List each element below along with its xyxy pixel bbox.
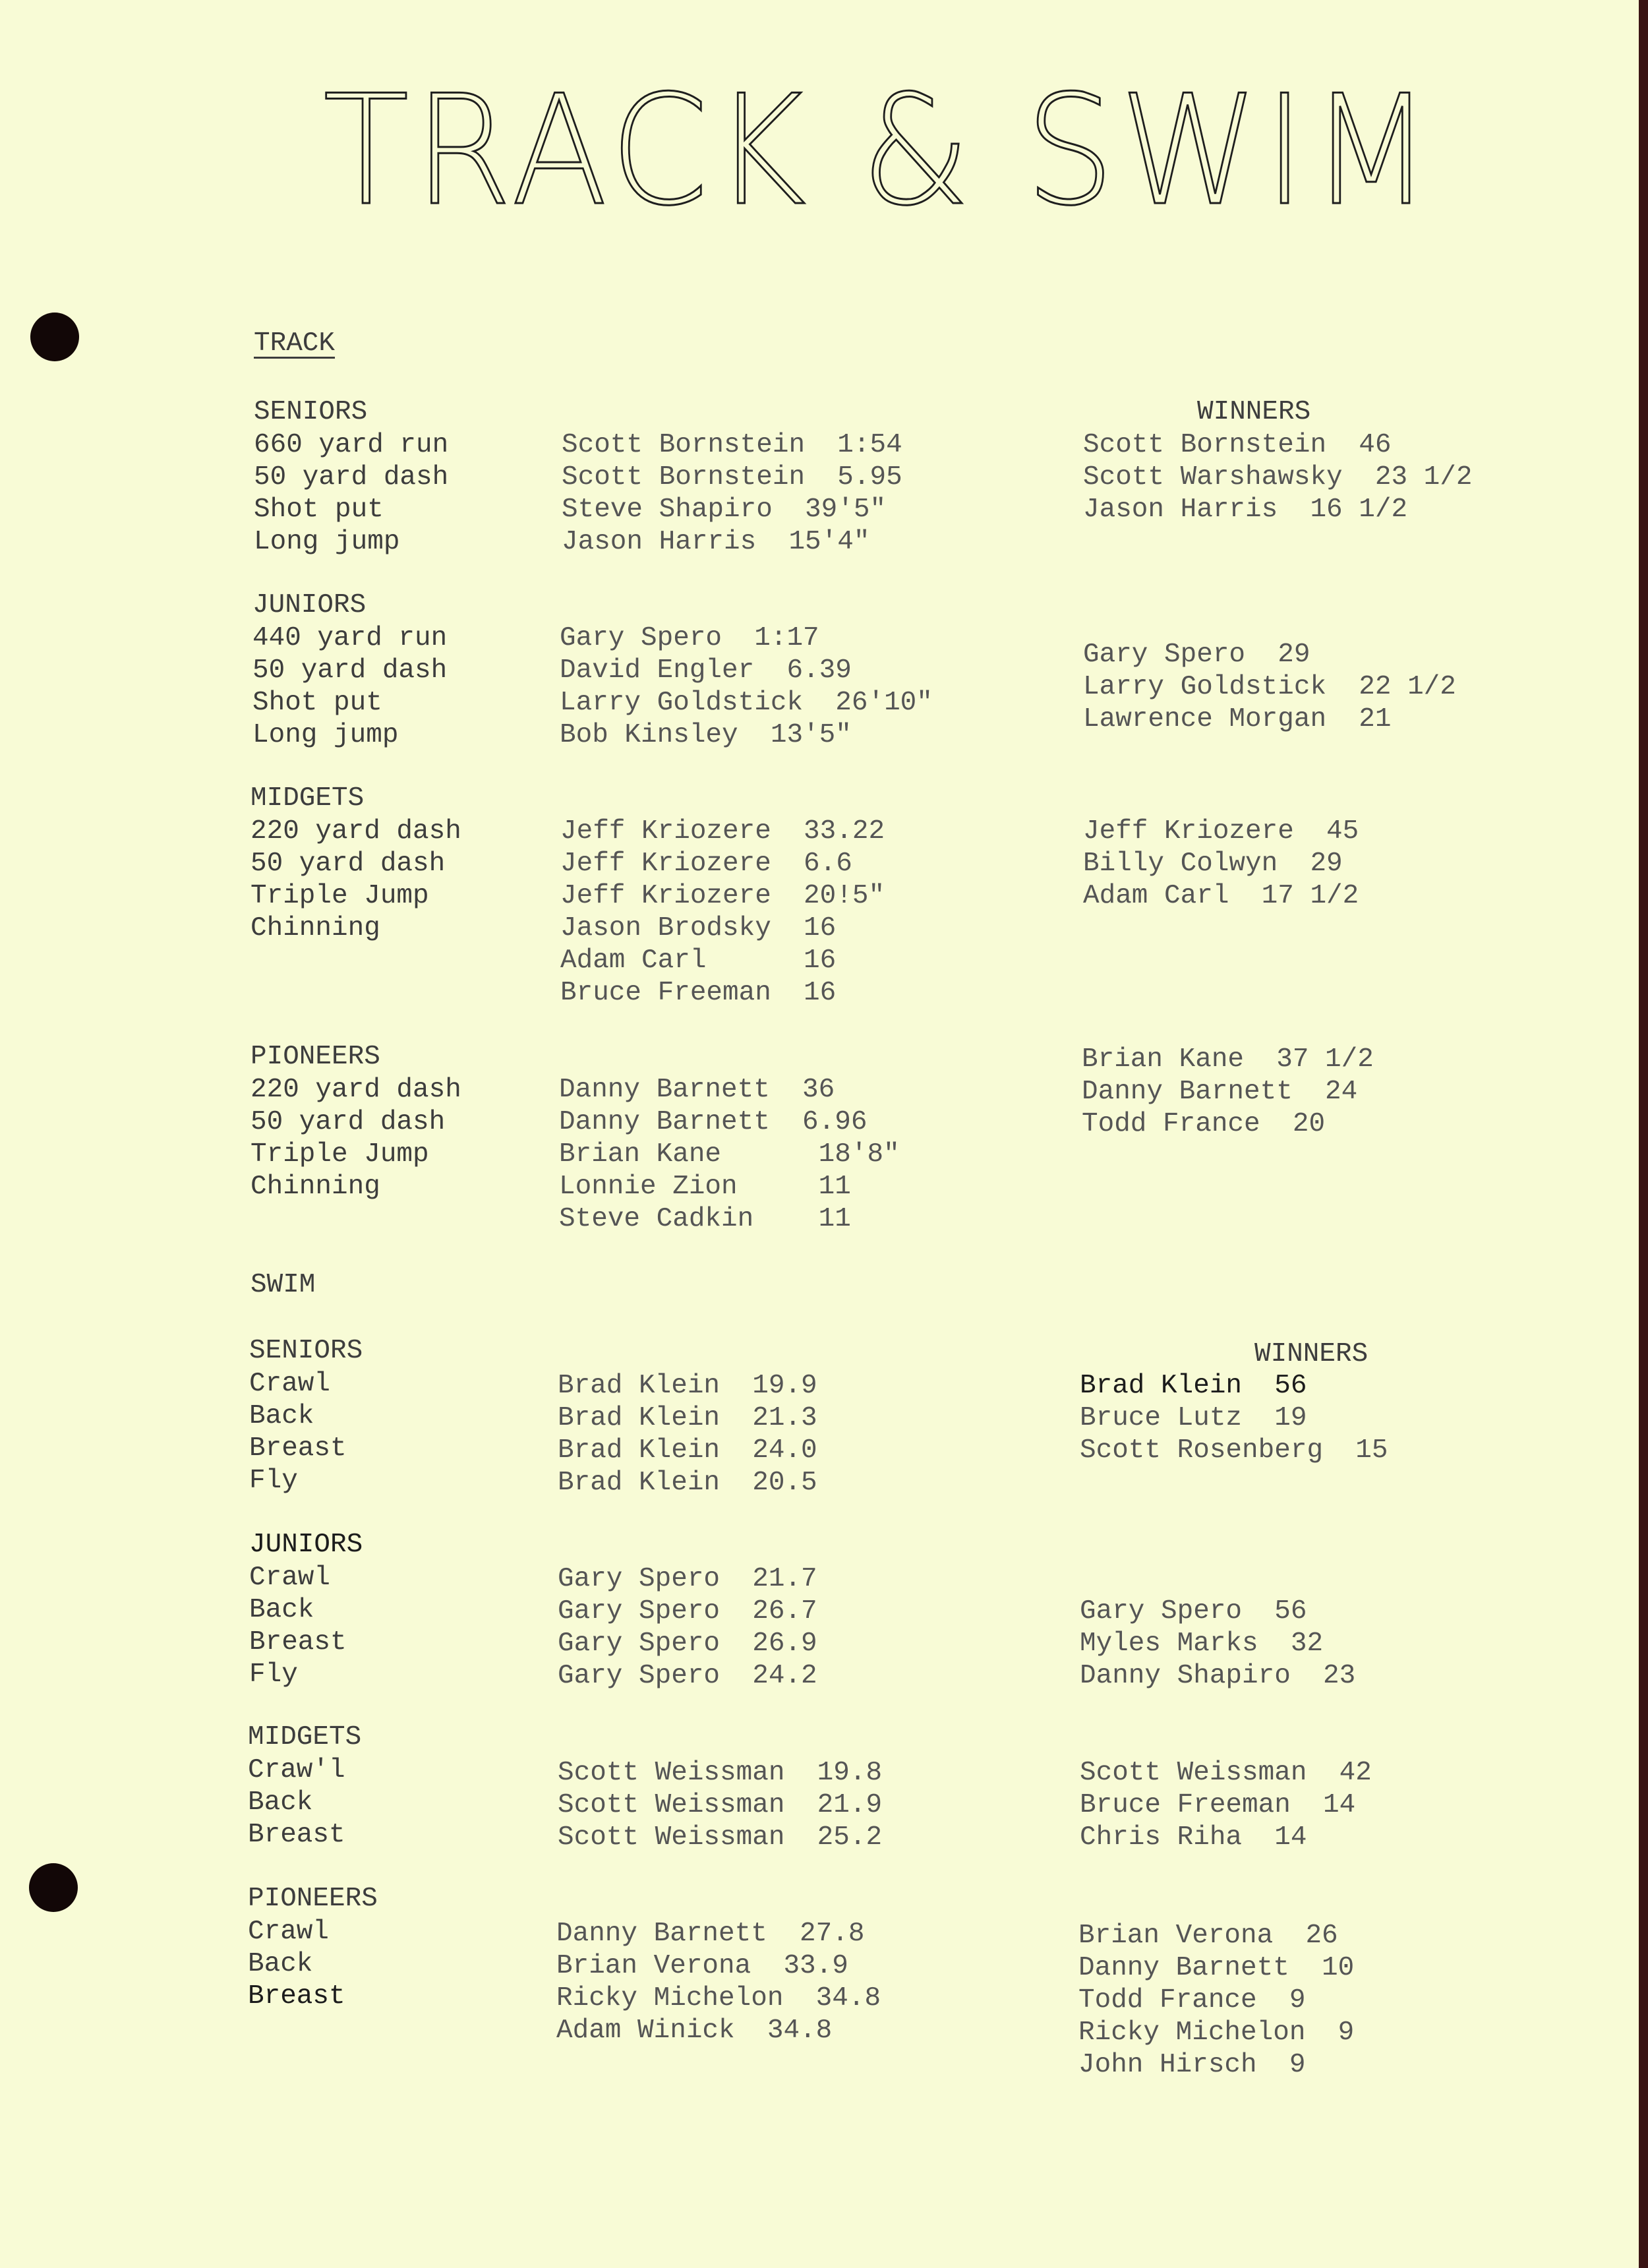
track-juniors-event: Shot put <box>252 688 382 718</box>
swim-winners-heading: WINNERS <box>1254 1339 1368 1369</box>
binder-hole-top <box>30 313 79 361</box>
swim-pioneers-winner: Brian Verona 26 <box>1078 1921 1338 1951</box>
swim-midgets-event: Craw'l <box>248 1755 345 1785</box>
swim-midgets-event: Back <box>248 1787 313 1818</box>
swim-juniors-heading: JUNIORS <box>249 1530 363 1560</box>
track-juniors-event: 50 yard dash <box>252 655 448 686</box>
track-seniors-result: Scott Bornstein 1:54 <box>562 430 902 460</box>
track-midgets-event: 50 yard dash <box>250 849 446 879</box>
track-pioneers-event: Chinning <box>250 1172 380 1202</box>
track-juniors-heading: JUNIORS <box>252 590 367 620</box>
swim-seniors-result: Brad Klein 19.9 <box>558 1371 817 1401</box>
track-midgets-winner: Jeff Kriozere 45 <box>1083 816 1359 847</box>
track-juniors-winner: Gary Spero 29 <box>1083 640 1310 670</box>
track-pioneers-winner: Danny Barnett 24 <box>1082 1077 1358 1107</box>
track-pioneers-result: Lonnie Zion 11 <box>559 1172 851 1202</box>
swim-juniors-winner: Gary Spero 56 <box>1080 1596 1307 1626</box>
track-midgets-result: Jeff Kriozere 20!5" <box>560 881 885 911</box>
track-pioneers-winner: Brian Kane 37 1/2 <box>1082 1044 1374 1075</box>
track-seniors-result: Scott Bornstein 5.95 <box>562 462 902 492</box>
swim-seniors-winner: Scott Rosenberg 15 <box>1080 1435 1388 1466</box>
swim-pioneers-heading: PIONEERS <box>248 1884 378 1914</box>
swim-pioneers-winner: John Hirsch 9 <box>1078 2050 1306 2080</box>
swim-midgets-winner: Bruce Freeman 14 <box>1080 1790 1356 1820</box>
swim-midgets-result: Scott Weissman 21.9 <box>558 1790 883 1820</box>
track-winners-heading: WINNERS <box>1197 397 1311 427</box>
swim-midgets-result: Scott Weissman 19.8 <box>558 1758 883 1788</box>
swim-pioneers-result: Ricky Michelon 34.8 <box>556 1983 881 2014</box>
swim-seniors-event: Back <box>249 1401 314 1431</box>
swim-juniors-winner: Myles Marks 32 <box>1080 1628 1324 1659</box>
swim-pioneers-event: Breast <box>248 1981 345 2012</box>
track-midgets-result: Jeff Kriozere 6.6 <box>560 849 852 879</box>
swim-midgets-winner: Chris Riha 14 <box>1080 1822 1307 1853</box>
swim-juniors-result: Gary Spero 26.7 <box>558 1596 817 1626</box>
swim-midgets-winner: Scott Weissman 42 <box>1080 1758 1372 1788</box>
track-midgets-result: Jason Brodsky 16 <box>560 913 837 943</box>
swim-pioneers-winner: Todd France 9 <box>1078 1985 1306 2015</box>
swim-midgets-result: Scott Weissman 25.2 <box>558 1822 883 1853</box>
track-seniors-winner: Scott Bornstein 46 <box>1083 430 1392 460</box>
track-seniors-event: Shot put <box>254 494 384 525</box>
track-midgets-result: Adam Carl 16 <box>560 945 837 976</box>
track-seniors-result: Steve Shapiro 39'5" <box>562 494 887 525</box>
swim-juniors-result: Gary Spero 26.9 <box>558 1628 817 1659</box>
track-pioneers-event: 50 yard dash <box>250 1107 446 1137</box>
track-seniors-heading: SENIORS <box>254 397 368 427</box>
swim-juniors-result: Gary Spero 24.2 <box>558 1661 817 1691</box>
swim-pioneers-result: Danny Barnett 27.8 <box>556 1919 865 1949</box>
swim-seniors-result: Brad Klein 20.5 <box>558 1468 817 1498</box>
binder-hole-bottom <box>29 1863 78 1912</box>
swim-pioneers-event: Crawl <box>248 1917 330 1947</box>
page-title: TRACK & SWIM <box>323 63 1437 239</box>
track-midgets-winner: Adam Carl 17 1/2 <box>1083 881 1359 911</box>
track-juniors-result: Gary Spero 1:17 <box>560 623 819 653</box>
track-seniors-event: 50 yard dash <box>254 462 449 492</box>
track-pioneers-heading: PIONEERS <box>250 1042 380 1072</box>
swim-juniors-result: Gary Spero 21.7 <box>558 1564 817 1594</box>
track-pioneers-event: 220 yard dash <box>250 1075 461 1105</box>
swim-juniors-event: Crawl <box>249 1563 331 1593</box>
swim-juniors-event: Fly <box>249 1659 298 1690</box>
track-pioneers-event: Triple Jump <box>250 1139 429 1170</box>
track-juniors-event: 440 yard run <box>252 623 448 653</box>
swim-seniors-result: Brad Klein 24.0 <box>558 1435 817 1466</box>
track-seniors-event: Long jump <box>254 527 400 557</box>
track-midgets-heading: MIDGETS <box>250 783 365 814</box>
track-seniors-event: 660 yard run <box>254 430 449 460</box>
swim-seniors-event: Crawl <box>249 1369 331 1399</box>
swim-heading: SWIM <box>250 1270 316 1300</box>
track-juniors-winner: Lawrence Morgan 21 <box>1083 704 1392 734</box>
track-seniors-winner: Scott Warshawsky 23 1/2 <box>1083 462 1473 492</box>
track-pioneers-result: Steve Cadkin 11 <box>559 1204 851 1234</box>
swim-juniors-event: Breast <box>249 1627 347 1657</box>
track-heading: TRACK <box>254 328 336 359</box>
track-midgets-result: Jeff Kriozere 33.22 <box>560 816 885 847</box>
track-juniors-result: Larry Goldstick 26'10" <box>560 688 933 718</box>
track-seniors-result: Jason Harris 15'4" <box>562 527 870 557</box>
swim-juniors-event: Back <box>249 1595 314 1625</box>
track-midgets-event: 220 yard dash <box>250 816 461 847</box>
track-pioneers-winner: Todd France 20 <box>1082 1109 1326 1139</box>
track-pioneers-result: Brian Kane 18'8" <box>559 1139 900 1170</box>
swim-pioneers-winner: Ricky Michelon 9 <box>1078 2017 1355 2048</box>
track-juniors-winner: Larry Goldstick 22 1/2 <box>1083 672 1456 702</box>
swim-seniors-winner: Brad Klein 56 <box>1080 1371 1307 1401</box>
swim-seniors-heading: SENIORS <box>249 1336 363 1366</box>
track-midgets-winner: Billy Colwyn 29 <box>1083 849 1343 879</box>
swim-pioneers-result: Adam Winick 34.8 <box>556 2015 833 2046</box>
track-midgets-event: Triple Jump <box>250 881 429 911</box>
track-juniors-event: Long jump <box>252 720 399 750</box>
track-juniors-result: David Engler 6.39 <box>560 655 852 686</box>
track-midgets-result: Bruce Freeman 16 <box>560 978 837 1008</box>
swim-seniors-event: Fly <box>249 1466 298 1496</box>
swim-juniors-winner: Danny Shapiro 23 <box>1080 1661 1356 1691</box>
swim-pioneers-result: Brian Verona 33.9 <box>556 1951 848 1981</box>
track-pioneers-result: Danny Barnett 6.96 <box>559 1107 868 1137</box>
swim-midgets-event: Breast <box>248 1820 345 1850</box>
swim-seniors-event: Breast <box>249 1433 347 1464</box>
swim-midgets-heading: MIDGETS <box>248 1722 362 1752</box>
track-midgets-event: Chinning <box>250 913 380 943</box>
swim-pioneers-winner: Danny Barnett 10 <box>1078 1953 1355 1983</box>
swim-seniors-winner: Bruce Lutz 19 <box>1080 1403 1307 1433</box>
swim-seniors-result: Brad Klein 21.3 <box>558 1403 817 1433</box>
track-juniors-result: Bob Kinsley 13'5" <box>560 720 852 750</box>
track-seniors-winner: Jason Harris 16 1/2 <box>1083 494 1408 525</box>
track-pioneers-result: Danny Barnett 36 <box>559 1075 835 1105</box>
swim-pioneers-event: Back <box>248 1949 313 1979</box>
